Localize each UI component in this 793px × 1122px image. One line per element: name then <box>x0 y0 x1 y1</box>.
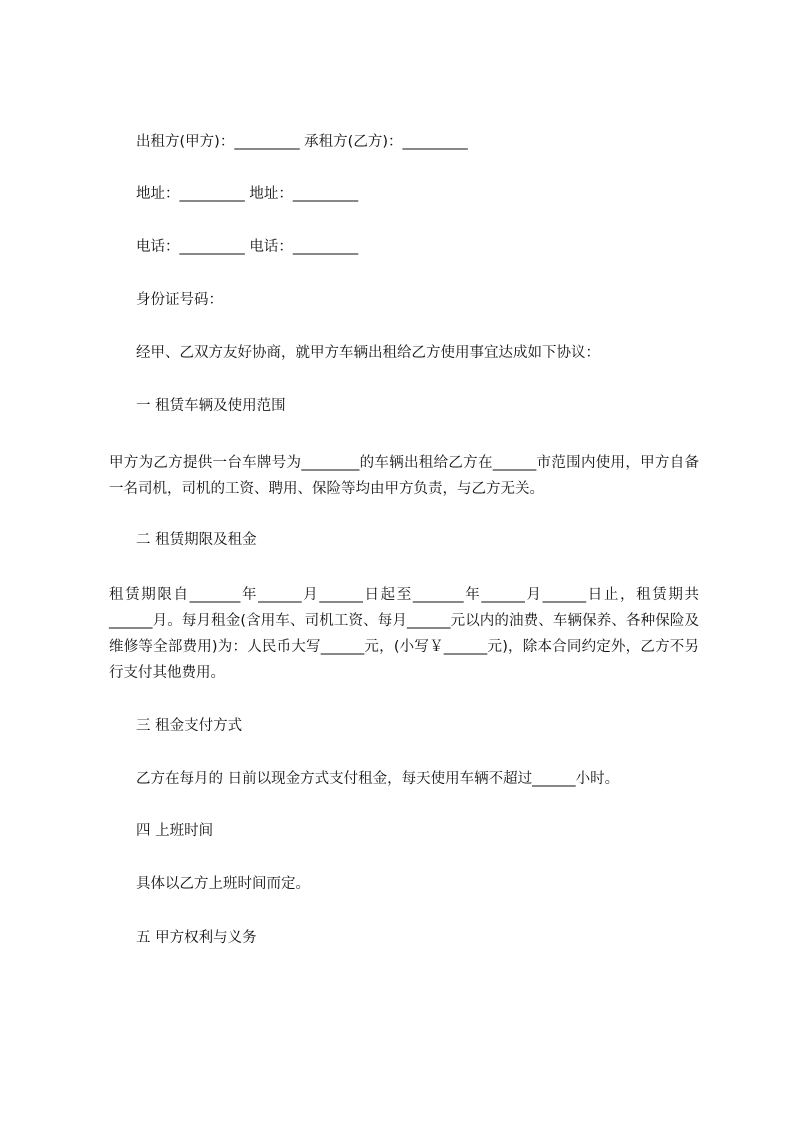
id-number-line: 身份证号码： <box>136 292 223 308</box>
section-heading-3: 三 租金支付方式 <box>136 718 243 734</box>
section-heading-1: 一 租赁车辆及使用范围 <box>136 398 286 414</box>
phone-line: 电话：_________ 电话：_________ <box>136 239 359 255</box>
section-4-paragraph: 具体以乙方上班时间而定。 <box>136 876 310 892</box>
address-line: 地址：_________ 地址：_________ <box>136 186 359 202</box>
section-3-paragraph: 乙方在每月的 日前以现金方式支付租金，每天使用车辆不超过______小时。 <box>136 771 620 787</box>
section-heading-2: 二 租赁期限及租金 <box>136 532 257 548</box>
section-1-paragraph: 甲方为乙方提供一台车牌号为________的车辆出租给乙方在______市范围内使用，甲方自备一名司机，司机的工资、聘用、保险等均由甲方负责，与乙方无关。 <box>109 455 699 497</box>
section-2-paragraph: 租赁期限自_______年______月______日起至_______年______月______日止，租赁期共______月。每月租金(含用车、司机工资、每月______元以内的油费、车辆保养、各种保险及维修等全部费用)为：人民币大写______元，(小写￥______元)，除本合同约定外，乙方不另行支付其他费用。 <box>109 587 699 681</box>
preamble: 经甲、乙双方友好协商，就甲方车辆出租给乙方使用事宜达成如下协议： <box>136 345 600 361</box>
section-heading-5: 五 甲方权利与义务 <box>136 930 257 946</box>
section-heading-4: 四 上班时间 <box>136 823 214 839</box>
parties-line: 出租方(甲方)：_________ 承租方(乙方)：_________ <box>136 134 468 150</box>
